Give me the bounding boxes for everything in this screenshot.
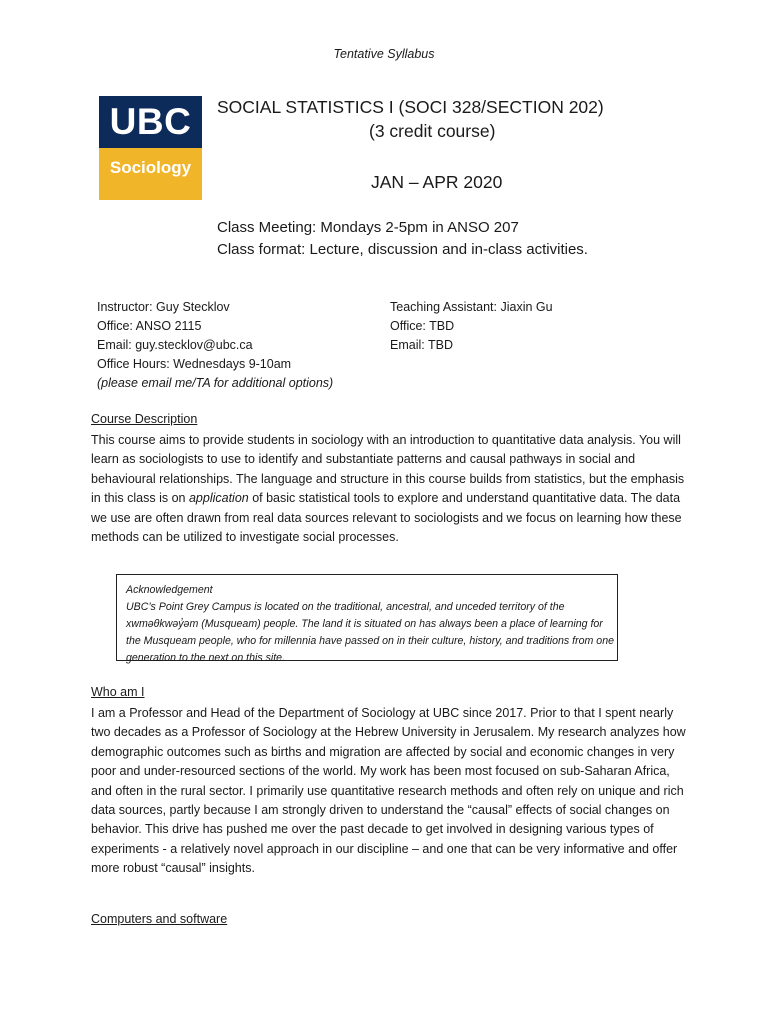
ta-name: Teaching Assistant: Jiaxin Gu xyxy=(390,300,553,314)
class-meeting: Class Meeting: Mondays 2-5pm in ANSO 207 xyxy=(217,219,519,236)
document-header: Tentative Syllabus xyxy=(333,47,435,61)
description-text-part2: of basic statistical tools to explore and understand quantitative data. The data we use are often drawn from real data sources relevant to sociologists and we focus on learning how these methods can be utilized to investigate social processes. xyxy=(91,491,682,545)
acknowledgement-text: UBC’s Point Grey Campus is located on the traditional, ancestral, and unceded territory of the xwməθkwəy̓əm (Musqueam) people. The land it is situated on has always been a place of learning for the Musqueam people, who for millennia have passed on in their culture, history, and traditions from one generation to the next on this site. xyxy=(126,601,614,664)
course-title: SOCIAL STATISTICS I (SOCI 328/SECTION 202) xyxy=(217,97,604,117)
logo-sociology-text: Sociology xyxy=(99,148,202,200)
who-am-i-text: I am a Professor and Head of the Department of Sociology at UBC since 2017. Prior to that I spent nearly two decades as a Professor of Sociology at the Hebrew University in Jerusalem. My research analyzes how demographic outcomes such as births and migration are affected by social and economic changes in very poor and under-resourced sections of the world. My work has been most focused on sub-Saharan Africa, and often in the rural sector. I primarily use quantitative research methods and often rely on unique and rich data sources, partly because I am strongly driven to understand the “causal” effects of social changes on behavior. This drive has pushed me over the past decade to get involved in designing various types of experiments - a relatively novel approach in our discipline – and one that can be very informative and offer more robust “causal” insights. xyxy=(91,706,686,876)
acknowledgement-heading: Acknowledgement xyxy=(126,584,213,596)
instructor-note: (please email me/TA for additional options) xyxy=(97,376,334,390)
instructor-office: Office: ANSO 2115 xyxy=(97,319,202,333)
logo-ubc-text: UBC xyxy=(99,96,202,148)
ta-office: Office: TBD xyxy=(390,319,455,333)
instructor-name: Instructor: Guy Stecklov xyxy=(97,300,230,314)
ubc-sociology-logo xyxy=(99,96,202,200)
who-am-i-heading: Who am I xyxy=(91,685,145,699)
acknowledgement-box xyxy=(116,574,618,664)
computers-software-heading: Computers and software xyxy=(91,912,228,926)
instructor-email: Email: guy.stecklov@ubc.ca xyxy=(97,338,253,352)
course-credits: (3 credit course) xyxy=(369,121,496,141)
ta-info xyxy=(390,298,670,355)
instructor-hours: Office Hours: Wednesdays 9-10am xyxy=(97,357,292,371)
class-meeting-block xyxy=(217,217,697,260)
ta-email: Email: TBD xyxy=(390,338,453,352)
course-description-text xyxy=(91,431,691,547)
description-text-part1: This course aims to provide students in sociology with an introduction to quantitative data analysis. You will learn as sociologists to use to identify and substantiate patterns and causal pathways in social and behavioural relationships. The language and structure in this course builds from statistics, but the emphasis in this class is on xyxy=(91,433,685,506)
class-format: Class format: Lecture, discussion and in-class activities. xyxy=(217,240,588,258)
course-term: JAN – APR 2020 xyxy=(371,172,503,192)
instructor-info xyxy=(97,298,377,393)
course-title-block xyxy=(217,95,697,194)
description-emphasis: application xyxy=(188,491,249,506)
course-description-heading: Course Description xyxy=(91,412,198,426)
